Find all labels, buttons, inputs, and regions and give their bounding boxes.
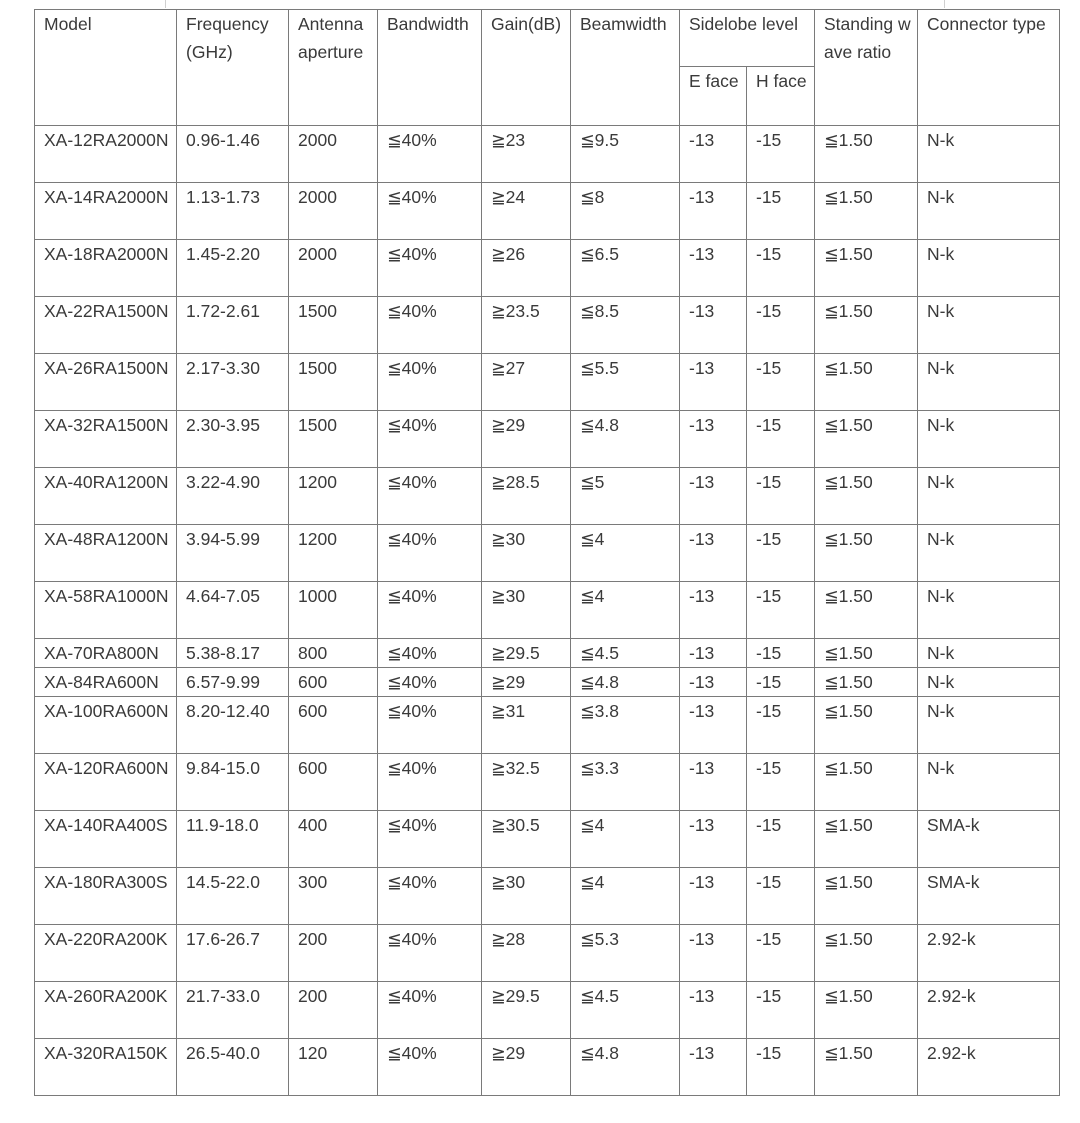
cell-bandwidth: ≦40%: [378, 297, 482, 354]
cell-h-face: -15: [747, 754, 815, 811]
cell-e-face: -13: [680, 811, 747, 868]
cell-beamwidth: ≦4.8: [571, 668, 680, 697]
header-connector-type: Connector type: [918, 10, 1060, 126]
cell-aperture: 1000: [289, 582, 378, 639]
cell-h-face: -15: [747, 411, 815, 468]
cell-aperture: 1500: [289, 411, 378, 468]
cell-gain: ≧29: [482, 1039, 571, 1096]
cell-aperture: 400: [289, 811, 378, 868]
cell-h-face: -15: [747, 525, 815, 582]
cell-e-face: -13: [680, 697, 747, 754]
cell-beamwidth: ≦9.5: [571, 126, 680, 183]
cell-aperture: 300: [289, 868, 378, 925]
cell-h-face: -15: [747, 639, 815, 668]
cell-aperture: 600: [289, 697, 378, 754]
table-row: [35, 639, 1060, 668]
header-gain: Gain(dB): [482, 10, 571, 126]
cell-model: XA-32RA1500N: [35, 411, 177, 468]
cell-vswr: ≦1.50: [815, 183, 918, 240]
header-model: Model: [35, 10, 177, 126]
cell-connector: N-k: [918, 240, 1060, 297]
cell-h-face: -15: [747, 1039, 815, 1096]
cell-vswr: ≦1.50: [815, 811, 918, 868]
cell-connector: N-k: [918, 354, 1060, 411]
cell-model: XA-180RA300S: [35, 868, 177, 925]
header-frequency: Frequency (GHz): [177, 10, 289, 126]
cell-vswr: ≦1.50: [815, 925, 918, 982]
cell-model: XA-140RA400S: [35, 811, 177, 868]
header-bandwidth: Bandwidth: [378, 10, 482, 126]
cell-e-face: -13: [680, 668, 747, 697]
cell-bandwidth: ≦40%: [378, 668, 482, 697]
cell-frequency: 26.5-40.0: [177, 1039, 289, 1096]
cell-aperture: 1500: [289, 297, 378, 354]
cell-gain: ≧23: [482, 126, 571, 183]
cell-frequency: 1.13-1.73: [177, 183, 289, 240]
cell-gain: ≧30: [482, 525, 571, 582]
cell-gain: ≧30: [482, 868, 571, 925]
cell-frequency: 1.72-2.61: [177, 297, 289, 354]
cell-bandwidth: ≦40%: [378, 183, 482, 240]
cell-vswr: ≦1.50: [815, 639, 918, 668]
cell-connector: N-k: [918, 639, 1060, 668]
cell-aperture: 600: [289, 668, 378, 697]
header-h-face: H face: [747, 67, 815, 126]
cell-h-face: -15: [747, 354, 815, 411]
cell-h-face: -15: [747, 582, 815, 639]
header-standing-wave-ratio: Standing wave ratio: [815, 10, 918, 126]
cell-e-face: -13: [680, 582, 747, 639]
cell-vswr: ≦1.50: [815, 411, 918, 468]
cell-vswr: ≦1.50: [815, 297, 918, 354]
cell-e-face: -13: [680, 639, 747, 668]
cell-e-face: -13: [680, 868, 747, 925]
table-row: [35, 925, 1060, 982]
cell-aperture: 2000: [289, 240, 378, 297]
table-row: [35, 697, 1060, 754]
cell-frequency: 11.9-18.0: [177, 811, 289, 868]
cell-gain: ≧24: [482, 183, 571, 240]
cell-vswr: ≦1.50: [815, 982, 918, 1039]
cell-gain: ≧28.5: [482, 468, 571, 525]
cell-bandwidth: ≦40%: [378, 525, 482, 582]
cell-connector: N-k: [918, 411, 1060, 468]
cell-frequency: 21.7-33.0: [177, 982, 289, 1039]
cell-connector: N-k: [918, 183, 1060, 240]
cell-e-face: -13: [680, 411, 747, 468]
cell-vswr: ≦1.50: [815, 240, 918, 297]
cell-e-face: -13: [680, 183, 747, 240]
cell-e-face: -13: [680, 525, 747, 582]
cell-bandwidth: ≦40%: [378, 811, 482, 868]
cell-aperture: 600: [289, 754, 378, 811]
cell-bandwidth: ≦40%: [378, 468, 482, 525]
cell-gain: ≧27: [482, 354, 571, 411]
cell-gain: ≧29.5: [482, 982, 571, 1039]
header-antenna-aperture: Antenna aperture: [289, 10, 378, 126]
cell-h-face: -15: [747, 925, 815, 982]
cell-e-face: -13: [680, 126, 747, 183]
cell-frequency: 2.30-3.95: [177, 411, 289, 468]
cell-beamwidth: ≦4.8: [571, 1039, 680, 1096]
cell-aperture: 200: [289, 925, 378, 982]
header-beamwidth: Beamwidth: [571, 10, 680, 126]
cell-connector: 2.92-k: [918, 982, 1060, 1039]
cell-beamwidth: ≦4: [571, 525, 680, 582]
cell-vswr: ≦1.50: [815, 754, 918, 811]
cell-frequency: 2.17-3.30: [177, 354, 289, 411]
cell-beamwidth: ≦4.5: [571, 982, 680, 1039]
cell-aperture: 120: [289, 1039, 378, 1096]
table-row: [35, 183, 1060, 240]
cell-bandwidth: ≦40%: [378, 639, 482, 668]
cell-beamwidth: ≦3.8: [571, 697, 680, 754]
cell-connector: N-k: [918, 697, 1060, 754]
cell-model: XA-84RA600N: [35, 668, 177, 697]
cell-bandwidth: ≦40%: [378, 868, 482, 925]
cell-model: XA-48RA1200N: [35, 525, 177, 582]
cell-frequency: 8.20-12.40: [177, 697, 289, 754]
cell-gain: ≧23.5: [482, 297, 571, 354]
cell-e-face: -13: [680, 468, 747, 525]
table-row: [35, 411, 1060, 468]
cell-h-face: -15: [747, 183, 815, 240]
cell-model: XA-70RA800N: [35, 639, 177, 668]
cell-h-face: -15: [747, 240, 815, 297]
cell-h-face: -15: [747, 468, 815, 525]
cell-aperture: 1200: [289, 468, 378, 525]
cell-aperture: 800: [289, 639, 378, 668]
cell-e-face: -13: [680, 297, 747, 354]
cell-connector: N-k: [918, 668, 1060, 697]
cell-h-face: -15: [747, 982, 815, 1039]
cell-beamwidth: ≦6.5: [571, 240, 680, 297]
cell-beamwidth: ≦5.5: [571, 354, 680, 411]
table-row: [35, 868, 1060, 925]
cell-vswr: ≦1.50: [815, 582, 918, 639]
cell-beamwidth: ≦8: [571, 183, 680, 240]
cell-gain: ≧29: [482, 668, 571, 697]
cell-beamwidth: ≦4.8: [571, 411, 680, 468]
table-row: [35, 754, 1060, 811]
cell-bandwidth: ≦40%: [378, 582, 482, 639]
cell-model: XA-100RA600N: [35, 697, 177, 754]
cell-h-face: -15: [747, 668, 815, 697]
cell-model: XA-14RA2000N: [35, 183, 177, 240]
cell-e-face: -13: [680, 925, 747, 982]
cell-frequency: 14.5-22.0: [177, 868, 289, 925]
table-row: [35, 811, 1060, 868]
table-row: [35, 525, 1060, 582]
cell-connector: N-k: [918, 754, 1060, 811]
table-row: [35, 582, 1060, 639]
cell-aperture: 2000: [289, 183, 378, 240]
table-body: [35, 126, 1060, 1096]
cell-model: XA-26RA1500N: [35, 354, 177, 411]
table-row: [35, 468, 1060, 525]
cell-bandwidth: ≦40%: [378, 925, 482, 982]
cell-aperture: 1200: [289, 525, 378, 582]
cell-gain: ≧26: [482, 240, 571, 297]
cell-e-face: -13: [680, 754, 747, 811]
cell-frequency: 5.38-8.17: [177, 639, 289, 668]
cell-connector: SMA-k: [918, 811, 1060, 868]
cell-gain: ≧29: [482, 411, 571, 468]
cell-e-face: -13: [680, 982, 747, 1039]
header-e-face: E face: [680, 67, 747, 126]
cell-e-face: -13: [680, 240, 747, 297]
header-sidelobe-level: Sidelobe level: [680, 10, 815, 67]
cell-vswr: ≦1.50: [815, 126, 918, 183]
cell-vswr: ≦1.50: [815, 1039, 918, 1096]
table-row: [35, 982, 1060, 1039]
cell-frequency: 17.6-26.7: [177, 925, 289, 982]
cell-h-face: -15: [747, 297, 815, 354]
cell-model: XA-12RA2000N: [35, 126, 177, 183]
cell-bandwidth: ≦40%: [378, 982, 482, 1039]
cell-connector: N-k: [918, 525, 1060, 582]
cell-beamwidth: ≦4: [571, 868, 680, 925]
cell-frequency: 0.96-1.46: [177, 126, 289, 183]
cell-beamwidth: ≦4: [571, 811, 680, 868]
cell-model: XA-220RA200K: [35, 925, 177, 982]
cell-frequency: 6.57-9.99: [177, 668, 289, 697]
cell-bandwidth: ≦40%: [378, 754, 482, 811]
cell-model: XA-22RA1500N: [35, 297, 177, 354]
cell-connector: N-k: [918, 297, 1060, 354]
cell-gain: ≧32.5: [482, 754, 571, 811]
cell-bandwidth: ≦40%: [378, 411, 482, 468]
cell-frequency: 3.22-4.90: [177, 468, 289, 525]
cell-beamwidth: ≦4: [571, 582, 680, 639]
cell-beamwidth: ≦4.5: [571, 639, 680, 668]
cell-h-face: -15: [747, 868, 815, 925]
cell-gain: ≧29.5: [482, 639, 571, 668]
cell-frequency: 9.84-15.0: [177, 754, 289, 811]
cell-vswr: ≦1.50: [815, 468, 918, 525]
cell-model: XA-58RA1000N: [35, 582, 177, 639]
cell-frequency: 4.64-7.05: [177, 582, 289, 639]
cell-aperture: 1500: [289, 354, 378, 411]
cell-vswr: ≦1.50: [815, 354, 918, 411]
top-edge-marks: [0, 0, 1080, 8]
cell-connector: N-k: [918, 468, 1060, 525]
cell-connector: 2.92-k: [918, 925, 1060, 982]
cell-connector: 2.92-k: [918, 1039, 1060, 1096]
cell-vswr: ≦1.50: [815, 697, 918, 754]
cell-h-face: -15: [747, 126, 815, 183]
cell-aperture: 2000: [289, 126, 378, 183]
table-row: [35, 668, 1060, 697]
cell-vswr: ≦1.50: [815, 525, 918, 582]
cell-model: XA-260RA200K: [35, 982, 177, 1039]
cell-connector: SMA-k: [918, 868, 1060, 925]
cell-h-face: -15: [747, 697, 815, 754]
cell-beamwidth: ≦5: [571, 468, 680, 525]
table-row: [35, 297, 1060, 354]
cell-gain: ≧31: [482, 697, 571, 754]
table-row: [35, 354, 1060, 411]
cell-connector: N-k: [918, 582, 1060, 639]
cell-frequency: 3.94-5.99: [177, 525, 289, 582]
cell-bandwidth: ≦40%: [378, 1039, 482, 1096]
cell-gain: ≧28: [482, 925, 571, 982]
cell-aperture: 200: [289, 982, 378, 1039]
cell-model: XA-18RA2000N: [35, 240, 177, 297]
table-row: [35, 1039, 1060, 1096]
cell-model: XA-120RA600N: [35, 754, 177, 811]
table-header: [35, 10, 1060, 126]
cell-frequency: 1.45-2.20: [177, 240, 289, 297]
table-row: [35, 240, 1060, 297]
cell-model: XA-40RA1200N: [35, 468, 177, 525]
cell-bandwidth: ≦40%: [378, 697, 482, 754]
table-row: [35, 126, 1060, 183]
cell-vswr: ≦1.50: [815, 868, 918, 925]
cell-e-face: -13: [680, 354, 747, 411]
cell-vswr: ≦1.50: [815, 668, 918, 697]
cell-gain: ≧30.5: [482, 811, 571, 868]
cell-connector: N-k: [918, 126, 1060, 183]
cell-h-face: -15: [747, 811, 815, 868]
cell-beamwidth: ≦8.5: [571, 297, 680, 354]
cell-bandwidth: ≦40%: [378, 126, 482, 183]
cell-bandwidth: ≦40%: [378, 240, 482, 297]
cell-gain: ≧30: [482, 582, 571, 639]
cell-e-face: -13: [680, 1039, 747, 1096]
cell-bandwidth: ≦40%: [378, 354, 482, 411]
cell-beamwidth: ≦3.3: [571, 754, 680, 811]
cell-beamwidth: ≦5.3: [571, 925, 680, 982]
antenna-spec-table: [34, 9, 1060, 1096]
cell-model: XA-320RA150K: [35, 1039, 177, 1096]
